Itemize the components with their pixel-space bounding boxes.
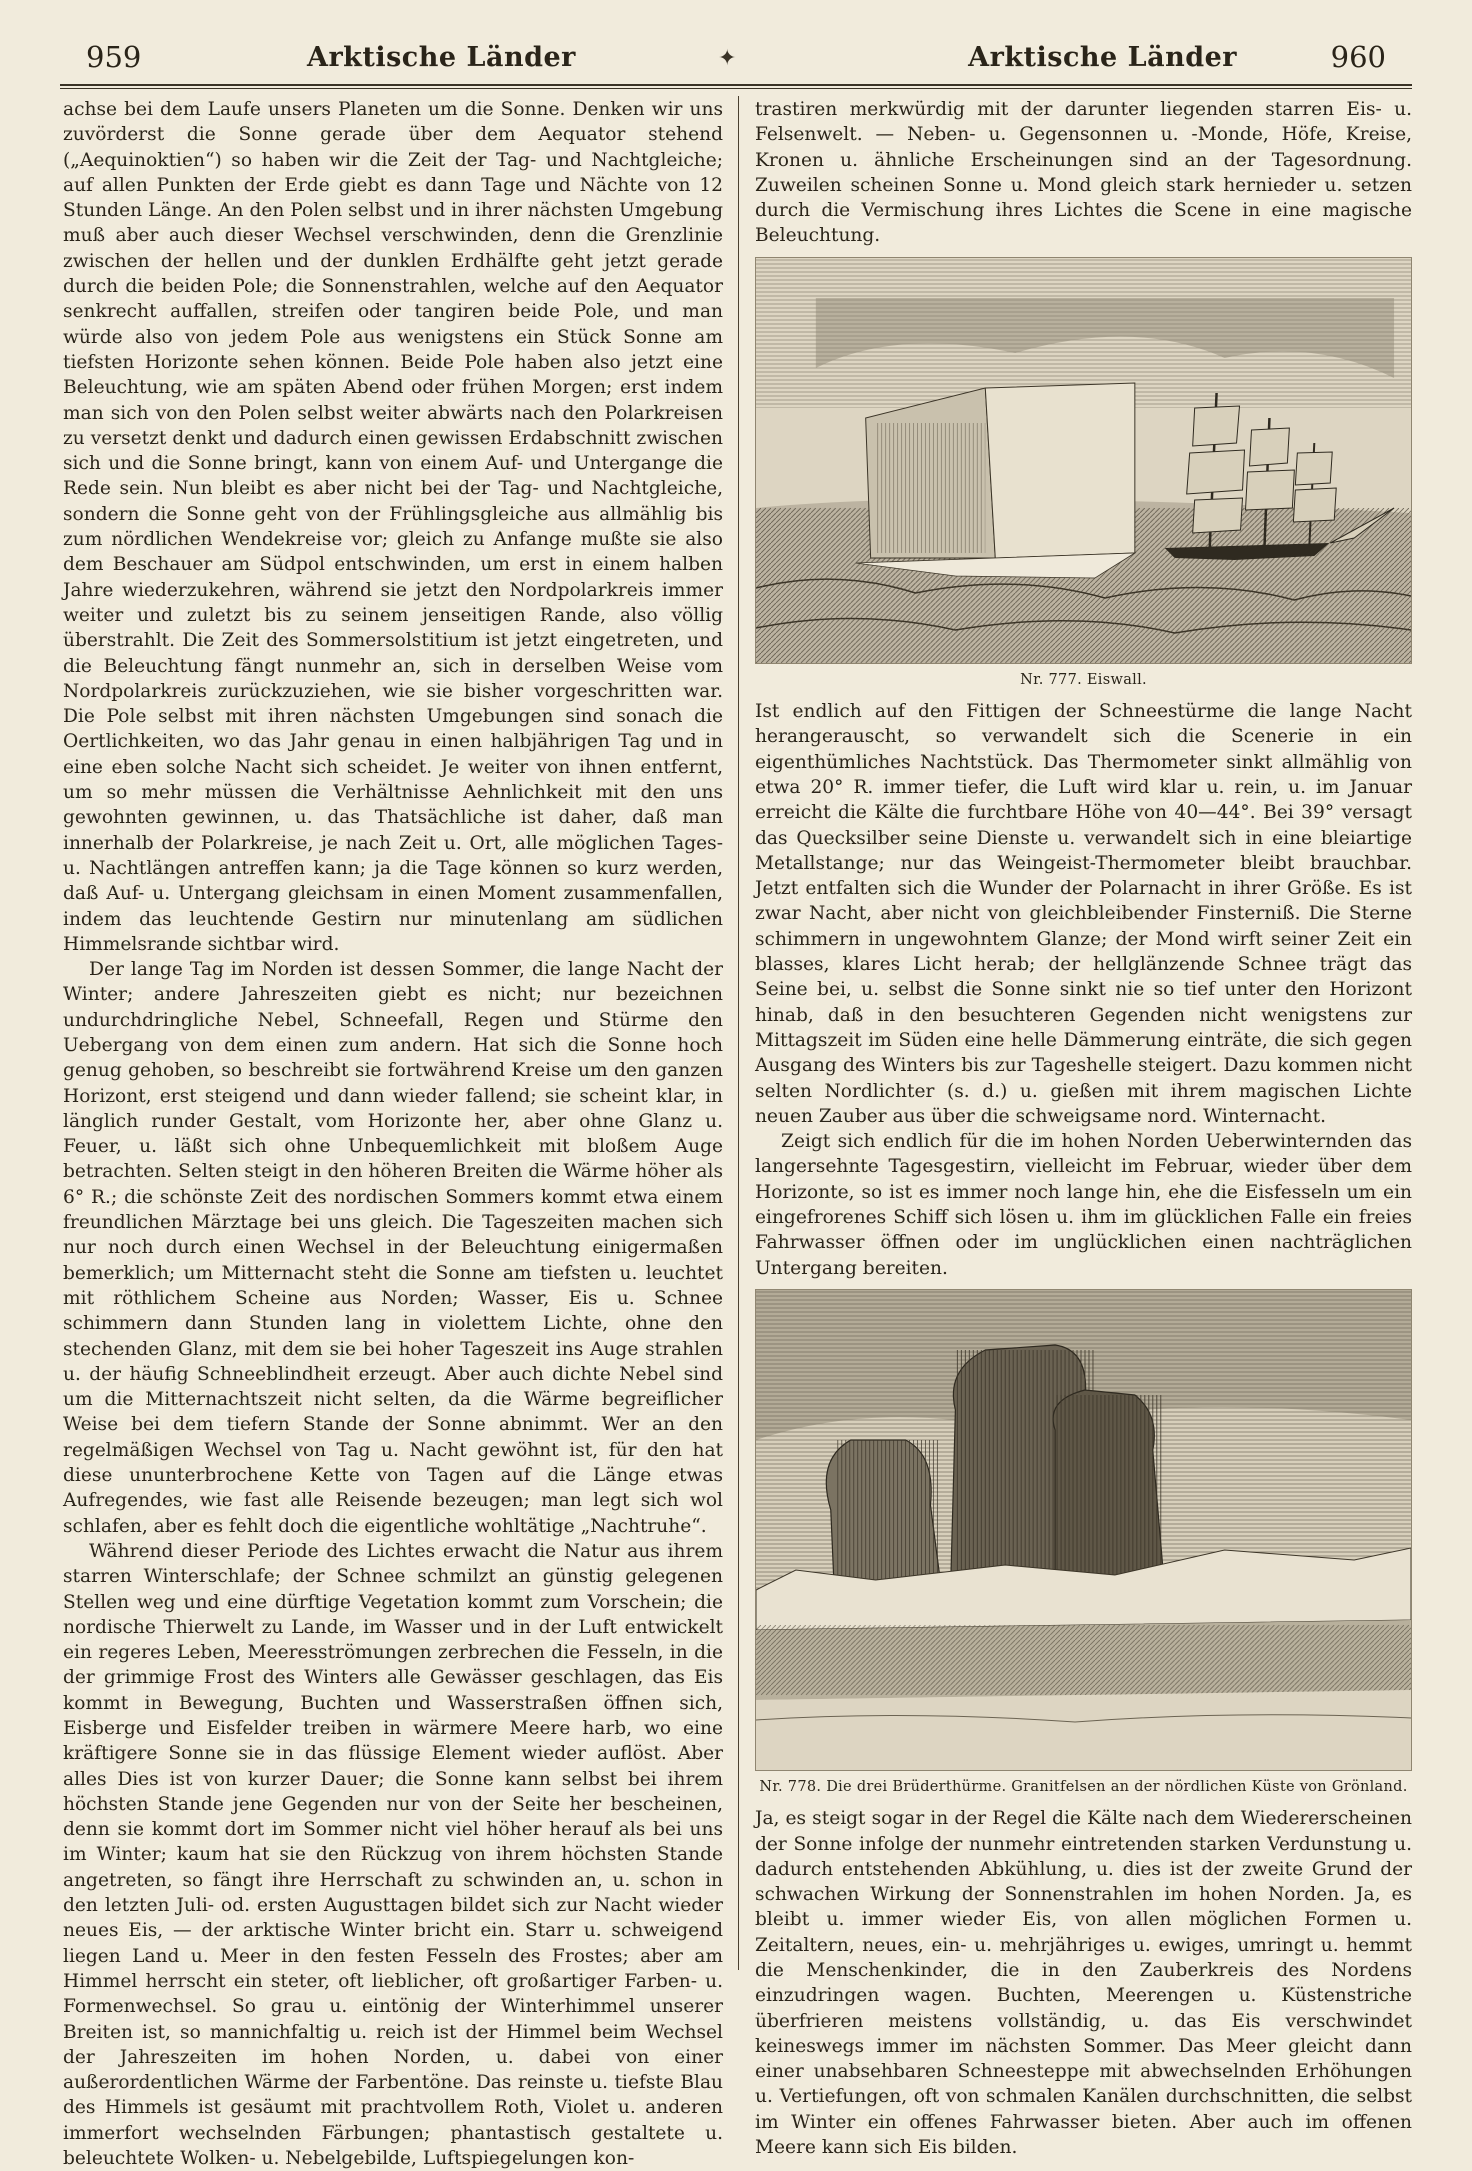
right-column (755, 97, 1412, 2160)
running-title-right: Arktische Länder (968, 42, 1237, 73)
page-number-left: 959 (86, 40, 142, 74)
ornament-icon: ✦ (718, 46, 737, 71)
paragraph: achse bei dem Laufe unsers Planeten um die Sonne. Denken wir uns zuvörderst die Sonne gerade über dem Aequator stehend („Aequinoktien“) so haben wir die Zeit der Tag- und Nachtgleiche; auf allen Punkten der Erde giebt es dann Tage und Nächte von 12 Stunden Länge. An den Polen selbst und in ihrer nächsten Umgebung muß aber auch dieser Wechsel verschwinden, denn die Grenzlinie zwischen der hellen und der dunklen Erdhälfte geht jetzt gerade durch die beiden Pole; die Sonnenstrahlen, welche auf den Aequator senkrecht auffallen, streifen oder tangiren beide Pole, und man würde also von jedem Pole aus wenigstens ein Stück Sonne am tiefsten Horizonte sehen können. Beide Pole haben also jetzt eine Beleuchtung, wie am späten Abend oder frühen Morgen; erst indem man sich von den Polen selbst weiter abwärts nach den Polarkreisen zu versetzt denkt und dadurch einen gewissen Erdabschnitt zwischen sich und die Sonne bringt, kann von einem Auf- und Untergange die Rede sein. Nun bleibt es aber nicht bei der Tag- und Nachtgleiche, sondern die Sonne geht von der Frühlingsgleiche aus allmählig bis zum nördlichen Wendekreise vor; gleich zu Anfange mußte sie also dem Beschauer am Südpol entschwinden, um erst in einem halben Jahre wiederzukehren, während sie jetzt den Nordpolarkreis immer weiter und zuletzt bis zu seinem jenseitigen Rande, also völlig überstrahlt. Die Zeit des Sommersolstitium ist jetzt eingetreten, und die Beleuchtung fängt nunmehr an, sich in derselben Weise vom Nordpolarkreis zurückzuziehen, wie sie bisher vorgeschritten war. Die Pole selbst mit ihren nächsten Umgebungen sind sonach die Oertlichkeiten, wo das Jahr genau in einen halbjährigen Tag und in eine eben solche Nacht sich scheidet. Je weiter von ihnen entfernt, um so mehr müssen die Verhältnisse Aehnlichkeit mit den uns gewohnten gewinnen, u. das Thatsächliche ist daher, daß man innerhalb der Polarkreise, je nach Zeit u. Ort, alle möglichen Tages- u. Nachtlängen antreffen kann; ja die Tage können so kurz werden, daß Auf- u. Untergang gleichsam in einen Moment zusammenfallen, indem das leuchtende Gestirn nur minutenlang am südlichen Himmelsrande sichtbar wird. (63, 99, 723, 955)
paragraph: Der lange Tag im Norden ist dessen Sommer, die lange Nacht der Winter; andere Jahreszeiten giebt es nicht; nur bezeichnen undurchdringliche Nebel, Schneefall, Regen und Stürme den Uebergang von dem einen zum andern. Hat sich die Sonne hoch genug gehoben, so beschreibt sie fortwährend Kreise um den ganzen Horizont, erst steigend und dann wieder fallend; sie scheint klar, in länglich runder Gestalt, vom Horizonte her, aber ohne Glanz u. Feuer, u. läßt sich ohne Unbequemlichkeit mit bloßem Auge betrachten. Selten steigt in den höheren Breiten die Wärme höher als 6° R.; die schönste Zeit des nordischen Sommers kommt etwa einem freundlichen Märztage bei uns gleich. Die Tageszeiten machen sich nur noch durch einen Wechsel in der Beleuchtung einigermaßen bemerklich; um Mitternacht steht die Sonne am tiefsten u. leuchtet mit röthlichem Scheine aus Norden; Wasser, Eis u. Schnee schimmern dann Stunden lang in violettem Lichte, ohne den stechenden Glanz, mit dem sie bei hoher Tageszeit ins Auge strahlen u. der häufig Schneeblindheit erzeugt. Aber auch dichte Nebel sind um die Mitternachtszeit nicht selten, da die Wärme begreiflicher Weise bei dem tiefern Stande der Sonne abnimmt. Wer an den regelmäßigen Wechsel von Tag u. Nacht gewöhnt ist, für den hat diese ununterbrochene Kette von Tagen auf die Länge etwas Aufregendes, wie fast alle Reisende bezeugen; man legt sich wol schlafen, aber es fehlt doch die eigentliche wohltätige „Nachtruhe“. (63, 959, 723, 1537)
paragraph: Während dieser Periode des Lichtes erwacht die Natur aus ihrem starren Winterschlafe; der Schnee schmilzt an günstig gelegenen Stellen weg und eine dürftige Vegetation kommt zum Vorschein; die nordische Thierwelt zu Lande, im Wasser und in der Luft entwickelt ein regeres Leben, Meeresströmungen zerbrechen die Fesseln, in die der grimmige Frost des Winters alle Gewässer geschlagen, das Eis kommt in Bewegung, Buchten und Wasserstraßen öffnen sich, Eisberge und Eisfelder treiben in wärmere Meere harb, wo eine kräftigere Sonne sie in das flüssige Element wieder auflöst. Aber alles Dies ist von kurzer Dauer; die Sonne kann selbst bei ihrem höchsten Stande jene Gegenden nur von der Seite her bescheinen, denn sie kommt dort im Sommer nicht viel höher herauf als bei uns im Winter; kaum hat sie den Rückzug von ihrem höchsten Stande angetreten, so fängt ihre Herrschaft zu schwinden an, u. schon in den letzten Juli- od. ersten Augusttagen bildet sich zur Nacht wieder neues Eis, — der arktische Winter bricht ein. Starr u. schweigend liegen Land u. Meer in den festen Fesseln des Frostes; aber am Himmel herrscht ein steter, oft lieblicher, oft großartiger Farben- u. Formenwechsel. So grau u. eintönig der Winterhimmel unserer Breiten ist, so mannichfaltig u. reich ist der Himmel beim Wechsel der Jahreszeiten im hohen Norden, u. dabei von einer außerordentlichen Wärme der Farbentöne. Das reinste u. tiefste Blau des Himmels ist gesäumt mit prachtvollem Roth, Violet u. anderen immerfort wechselnden Färbungen; phantastisch gestaltete u. beleuchtete Wolken- u. Nebelgebilde, Luftspiegelungen kon- (63, 1540, 723, 2170)
ice-wall-ship-engraving (756, 258, 1411, 663)
page-number-right: 960 (1330, 40, 1386, 74)
running-title-left: Arktische Länder (307, 42, 576, 73)
paragraph: Zeigt sich endlich für die im hohen Norden Ueberwinternden das langersehnte Tagesgestirn, vielleicht im Februar, wieder über dem Horizonte, so ist es immer noch lange hin, ehe die Eisfesseln um ein eingefrorenes Schiff sich lösen u. ihm im glücklichen Falle ein freies Fahrwasser öffnen oder im unglücklichen einen nachträglichen Untergang bereiten. (755, 1131, 1412, 1279)
paragraph: Ja, es steigt sogar in der Regel die Kälte nach dem Wiedererscheinen der Sonne infolge der nunmehr eintretenden starken Verdunstung u. dadurch entstehenden Abkühlung, u. dies ist der zweite Grund der schwachen Wirkung der Sonnenstrahlen im hohen Norden. Ja, es bleibt u. immer wieder Eis, von allen möglichen Formen u. Zeitaltern, neues, ein- u. mehrjähriges u. ewiges, umringt u. hemmt die Menschenkinder, die in den Zauberkreis des Nordens einzudringen wagen. Buchten, Meerengen u. Küstenstriche überfrieren meistens vollständig, u. das Eis verschwindet keineswegs immer im nächsten Sommer. Das Meer gleicht dann einer unabsehbaren Schneesteppe mit abwechselnden Erhöhungen u. Vertiefungen, oft von schmalen Kanälen durchschnitten, die selbst im Winter ein offenes Fahrwasser bieten. Aber auch im offenen Meere kann sich Eis bilden. (755, 1808, 1412, 2159)
page-header (60, 36, 1412, 86)
figure-three-brothers-towers (755, 1289, 1412, 1771)
granite-rocks-engraving (756, 1290, 1411, 1770)
paragraph: trastiren merkwürdig mit der darunter liegenden starren Eis- u. Felsenwelt. — Neben- u. Gegensonnen u. -Monde, Höfe, Kreise, Kronen u. ähnliche Erscheinungen sind an der Tagesordnung. Zuweilen scheinen Sonne u. Mond gleich stark hernieder u. setzen durch die Vermischung ihres Lichtes die Scene in eine magische Beleuchtung. (755, 99, 1412, 247)
left-column (63, 97, 723, 2171)
column-divider (738, 96, 739, 1970)
header-rule (60, 84, 1412, 89)
figure-caption: Nr. 777. Eiswall. (1020, 671, 1147, 688)
figure-caption: Nr. 778. Die drei Brüderthürme. Granitfelsen an der nördlichen Küste von Grönland. (759, 1778, 1408, 1795)
paragraph: Ist endlich auf den Fittigen der Schneestürme die lange Nacht herangerauscht, so verwandelt sich die Scenerie in ein eigenthümliches Nachtstück. Das Thermometer sinkt allmählig von etwa 20° R. immer tiefer, die Luft wird klar u. rein, u. im Januar erreicht die Kälte die furchtbare Höhe von 40—44°. Bei 39° versagt das Quecksilber seine Dienste u. verwandelt sich in eine bleiartige Metallstange; nur das Weingeist-Thermometer bleibt brauchbar. Jetzt entfalten sich die Wunder der Polarnacht in ihrer Größe. Es ist zwar Nacht, aber nicht von gleichbleibender Finsterniß. Die Sterne schimmern in ungewohntem Glanze; der Mond wirft seiner Zeit ein blasses, klares Licht herab; der hellglänzende Schnee trägt das Seine bei, u. selbst die Sonne sinkt nie so tief unter den Horizont hinab, daß in den besuchteren Gegenden nicht wenigstens zur Mittagszeit im Süden eine helle Dämmerung einträte, die sich gegen Ausgang des Winters bis zur Tageshelle steigert. Dazu kommen nicht selten Nordlichter (s. d.) u. gießen mit ihrem magischen Lichte neuen Zauber aus über die schweigsame nord. Winternacht. (755, 701, 1412, 1127)
figure-ice-wall (755, 257, 1412, 664)
